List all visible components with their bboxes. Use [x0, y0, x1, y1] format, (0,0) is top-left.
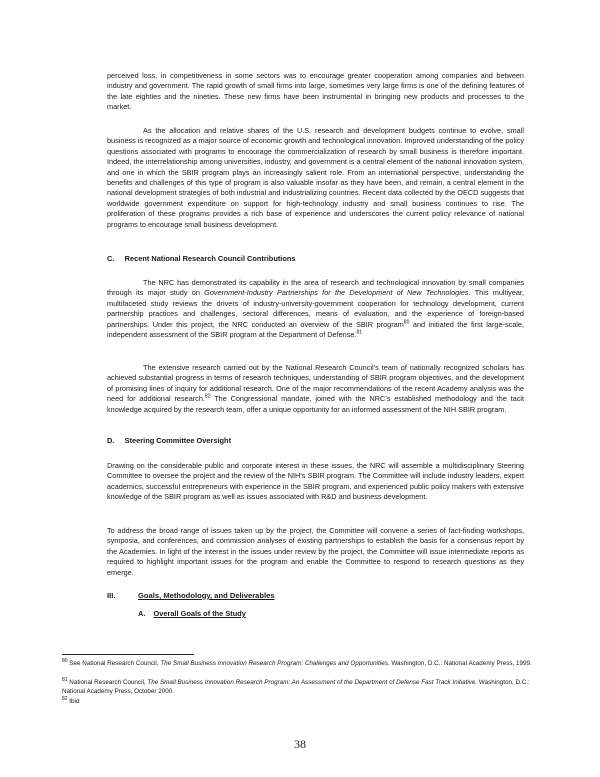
footnote-80: $^{80}$ See National Research Council, The Small Business Innovation Research Program: Challenges and Opportunities. Washington, D.C.: National Academy Press, 1999.: [62, 657, 532, 667]
paragraph-extensive-research: The extensive research carried out by the National Research Council’s team of nationally recognized scholars has achieved substantial progress in terms of research techniques, understanding of SBIR program objectives, and the development of promising lines of inquiry for additional research. One of the major recommendations of the recent Academy analysis was the need for additional research.$^{82}$ The Congressional mandate, joined with the NRC’s established methodology and the tacit knowledge acquired by the research team, offer a unique opportunity for an informed assessment of the NIH SBIR program.: [107, 363, 524, 414]
footnote-ref-82[interactable]: 82: [204, 393, 211, 400]
page-number: 38: [294, 737, 306, 751]
paragraph-competitiveness: perceived loss, in competitiveness in some sectors was to encourage greater cooperation among companies and between industry and government. The rapid growth of small firms into large, sometimes very large firms is one of the defining features of the late eighties and the nineties. These new firms have been instrumental in bringing new products and processes to the market.: [107, 71, 524, 112]
heading-nrc-contributions: C. Recent National Research Council Contributions: [107, 254, 296, 263]
section-heading-iii: [107, 591, 275, 600]
heading-overall-goals: A. Overall Goals of the Study: [138, 609, 246, 618]
heading-steering-committee: D. Steering Committee Oversight: [107, 436, 232, 445]
section-title: Goals, Methodology, and Deliverables: [138, 591, 275, 600]
footnote-rule: [62, 654, 194, 655]
footnote-ref-80[interactable]: 80: [403, 319, 410, 326]
footnote-81: $^{81}$ National Research Council, The Small Business Innovation Research Program: An Assessment of the Department of Defense Fast Track Initiative. Washington, D.C.: National Academy Press, October 2000.: [62, 676, 530, 695]
paragraph-nrc-capability: The NRC has demonstrated its capability in the area of research and technological innovation by small companies through its major study on Government-Industry Partnerships for the Development of New Technologies. This multiyear, multifaceted study reviews the drivers of industry-university-government cooperation for technology development, current partnership practices and challenges, sectoral differences, means of evaluation, and the experience of foreign-based partnerships. Under this project, the NRC conducted an overview of the SBIR program$^{80}$ and initiated the first large-scale, independent assessment of the SBIR program at the Department of Defense.$^{81}$: [107, 278, 525, 340]
paragraph-steering-committee: Drawing on the considerable public and corporate interest in these issues, the NRC will assemble a multidisciplinary Steering Committee to oversee the project and the review of the NIH’s SBIR program. The Committee will include industry leaders, expert academics, successful entrepreneurs with experience in the SBIR program, and experienced public policy makers with extensive knowledge of the SBIR program as well as issues associated with R&D and business development.: [107, 461, 524, 502]
footnote-ref-81[interactable]: 81: [356, 329, 363, 336]
paragraph-broad-range: To address the broad range of issues taken up by the project, the Committee will convene a series of fact-finding workshops, symposia, and conferences, and commission analyses of existing partnerships to establish the basis for a consensus report by the Academies. In light of the interest in the issues under review by the project, the Committee will issue intermediate reports as required to highlight important issues for the program and enable the Committee to respond to research questions as they emerge.: [107, 526, 524, 577]
section-numeral: III.: [107, 591, 116, 600]
footnote-82: $^{82}$ Ibid: [62, 695, 80, 705]
study-title: Government-Industry Partnerships for the Development of New Technologies: [204, 288, 469, 298]
paragraph-rd-budgets: As the allocation and relative shares of the U.S. research and development budgets continue to evolve, small business is recognized as a major source of economic growth and technological innovation. Improved understanding of the policy questions associated with programs to encourage the commercialization of research by small business is therefore important. Indeed, the interrelationship among universities, industry, and government is a central element of the national innovation system, and one in which the SBIR program plays an increasingly salient role. From an international perspective, understanding the benefits and challenges of this type of program is also valuable insofar as they have been, and remain, a central element in the national development strategies of both industrial and industrializing countries. Recent data collected by the OECD suggests that worldwide government expenditure on support for high-technology industry and small business continues to rise. The proliferation of these programs provides a rich base of experience and underscores the current policy relevance of national programs to encourage small business development.: [107, 126, 524, 229]
